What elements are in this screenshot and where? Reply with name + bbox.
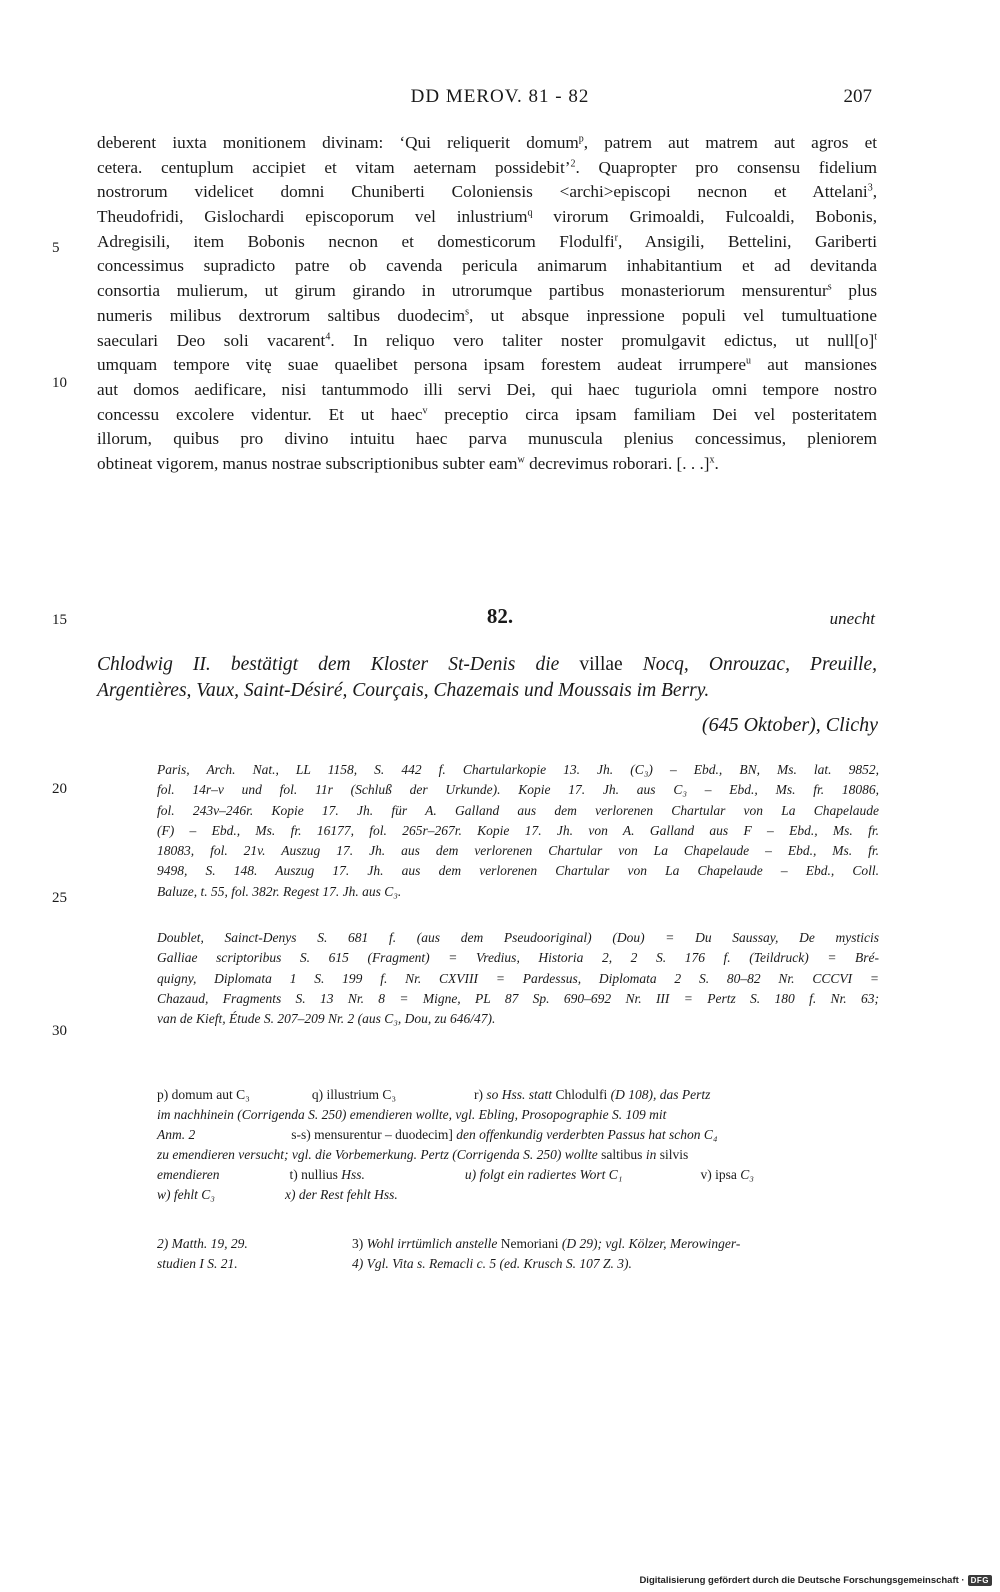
regest	[97, 652, 877, 704]
body-line: concessu excolere videntur. Et ut haec$^v$ preceptio circa ipsam familiam Dei vel posteritatem	[97, 404, 877, 424]
line-number: 15	[52, 612, 67, 628]
line-number: 20	[52, 781, 67, 797]
dfg-logo-icon: DFG	[968, 1575, 992, 1586]
authenticity-note: unecht	[829, 609, 875, 628]
footnote-line: 2) Matth. 19, 29. 3) Wohl irrtümlich anstelle Nemoriani (D 29); vgl. Kölzer, Merowinger-	[157, 1236, 741, 1251]
body-line: nostrorum videlicet domni Chuniberti Coloniensis <archi>episcopi necnon et Attelani$^3$,	[97, 182, 877, 202]
body-line: umquam tempore vitę suae quaelibet persona ipsam forestem audeat irrumpere$^u$ aut mansiones	[97, 355, 877, 375]
line-number: 30	[52, 1023, 67, 1039]
body-line: cetera. centuplum accipiet et vitam aeternam possidebit’$^2$. Quapropter pro consensu fidelium	[97, 157, 877, 177]
manuscript-tradition	[157, 760, 879, 902]
source-line: 9498, S. 148. Auszug 17. Jh. aus dem verlorenen Chartular von La Chapelaude – Ebd., Coll.	[157, 863, 879, 879]
source-line: Baluze, t. 55, fol. 382r. Regest 17. Jh. aus C₃.	[157, 883, 402, 899]
source-line: quigny, Diplomata 1 S. 199 f. Nr. CXVIII = Pardessus, Diplomata 2 S. 80–82 Nr. CCCVI =	[157, 970, 879, 986]
apparatus-line: emendieren t) nullius Hss. u) folgt ein radiertes Wort C₁ v) ipsa C₃	[157, 1167, 754, 1182]
source-line: fol. 14r–v und fol. 11r (Schluß der Urkunde). Kopie 17. Jh. aus C₃ – Ebd., Ms. fr. 18086,	[157, 782, 879, 798]
body-line: obtineat vigorem, manus nostrae subscriptionibus subter eam$^w$ decrevimus roborari. [. . .]$^x$.	[97, 453, 719, 473]
body-line: concessimus supradicto patre ob cavenda pericula animarum inhabitantium et ad devitanda	[97, 256, 877, 276]
running-title: DD MEROV. 81 - 82	[410, 86, 590, 107]
apparatus-line: w) fehlt C₃ x) der Rest fehlt Hss.	[157, 1187, 398, 1202]
date-place: (645 Oktober), Clichy	[701, 714, 878, 736]
document-number: 82.	[486, 604, 514, 628]
body-line: deberent iuxta monitionem divinam: ‘Qui reliquerit domum$^p$, patrem aut matrem aut agros et	[97, 133, 877, 152]
body-line: Theudofridi, Gislochardi episcoporum vel inlustrium$^q$ virorum Grimoaldi, Fulcoaldi, Bobonis,	[97, 207, 877, 227]
apparatus-line: p) domum aut C₃ q) illustrium C₃ r) so Hss. statt Chlodulfi (D 108), das Pertz	[157, 1087, 711, 1102]
line-number: 25	[52, 890, 67, 906]
body-line: numeris milibus dextrorum saltibus duodecim$^s$, ut absque inpressione populi vel tumultuatione	[97, 305, 877, 325]
body-line: Adregisili, item Bobonis necnon et domesticorum Flodulfi$^r$, Ansigili, Bettelini, Gariberti	[97, 231, 877, 251]
source-line: Chazaud, Fragments S. 13 Nr. 8 = Migne, PL 87 Sp. 690–692 Nr. III = Pertz S. 180 f. Nr. 63;	[157, 990, 879, 1006]
body-text	[97, 131, 877, 477]
line-number: 10	[52, 375, 67, 391]
source-line: van de Kieft, Étude S. 207–209 Nr. 2 (aus C₃, Dou, zu 646/47).	[157, 1011, 496, 1027]
editions	[157, 928, 879, 1029]
apparatus-line: zu emendieren versucht; vgl. die Vorbemerkung. Pertz (Corrigenda S. 250) wollte saltibus in silvis	[157, 1147, 689, 1162]
source-line: 18083, fol. 21v. Auszug 17. Jh. aus dem verlorenen Chartular von La Chapelaude – Ebd., Ms. fr.	[157, 843, 879, 859]
digitization-credit: Digitalisierung gefördert durch die Deutsche Forschungsgemeinschaft · DFG	[639, 1575, 992, 1586]
source-line: (F) – Ebd., Ms. fr. 16177, fol. 265r–267r. Kopie 17. Jh. von A. Galland aus F – Ebd., Ms. fr.	[157, 822, 879, 838]
line-number: 5	[52, 240, 60, 256]
body-line: consortia mulierum, ut girum girando in utrorumque partibus monasteriorum mensurentur$^s$ plus	[97, 281, 878, 301]
page-number: 207	[843, 86, 872, 107]
source-line: fol. 243v–246r. Kopie 17. Jh. für A. Galland aus dem verlorenen Chartular von La Chapelaude	[157, 802, 879, 818]
source-line: Paris, Arch. Nat., LL 1158, S. 442 f. Chartularkopie 13. Jh. (C₃) – Ebd., BN, Ms. lat. 9852,	[157, 762, 879, 777]
apparatus-line: Anm. 2 s-s) mensurentur – duodecim] den offenkundig verderbten Passus hat schon C₄	[157, 1127, 718, 1142]
source-line: Galliae scriptoribus S. 615 (Fragment) = Vredius, Historia 2, 2 S. 176 f. (Teildruck) = Bré-	[157, 950, 879, 966]
source-line: Doublet, Sainct-Denys S. 681 f. (aus dem Pseudooriginal) (Dou) = Du Saussay, De mysticis	[157, 930, 879, 945]
apparatus-line: im nachhinein (Corrigenda S. 250) emendieren wollte, vgl. Ebling, Prosopographie S. 109 mit	[157, 1107, 667, 1122]
body-line: aut domos aedificare, nisi tantummodo illi servi Dei, qui haec tuguriola omni tempore nostro	[97, 379, 877, 399]
body-line: saeculari Deo soli vacarent$^4$. In reliquo vero taliter noster promulgavit edictus, ut $null[o]^t$	[97, 330, 877, 350]
body-line: illorum, quibus pro divino intuitu haec parva munuscula plenius concessimus, pleniorem	[97, 429, 877, 449]
critical-apparatus	[157, 1085, 879, 1205]
regest-line: Argentières, Vaux, Saint-Désiré, Courçais, Chazemais und Moussais im Berry.	[97, 680, 710, 701]
regest-line: Chlodwig II. bestätigt dem Kloster St-Denis die villae Nocq, Onrouzac, Preuille,	[97, 654, 878, 675]
footnotes	[157, 1234, 879, 1274]
footnote-line: studien I S. 21. 4) Vgl. Vita s. Remacli c. 5 (ed. Krusch S. 107 Z. 3).	[157, 1256, 632, 1271]
